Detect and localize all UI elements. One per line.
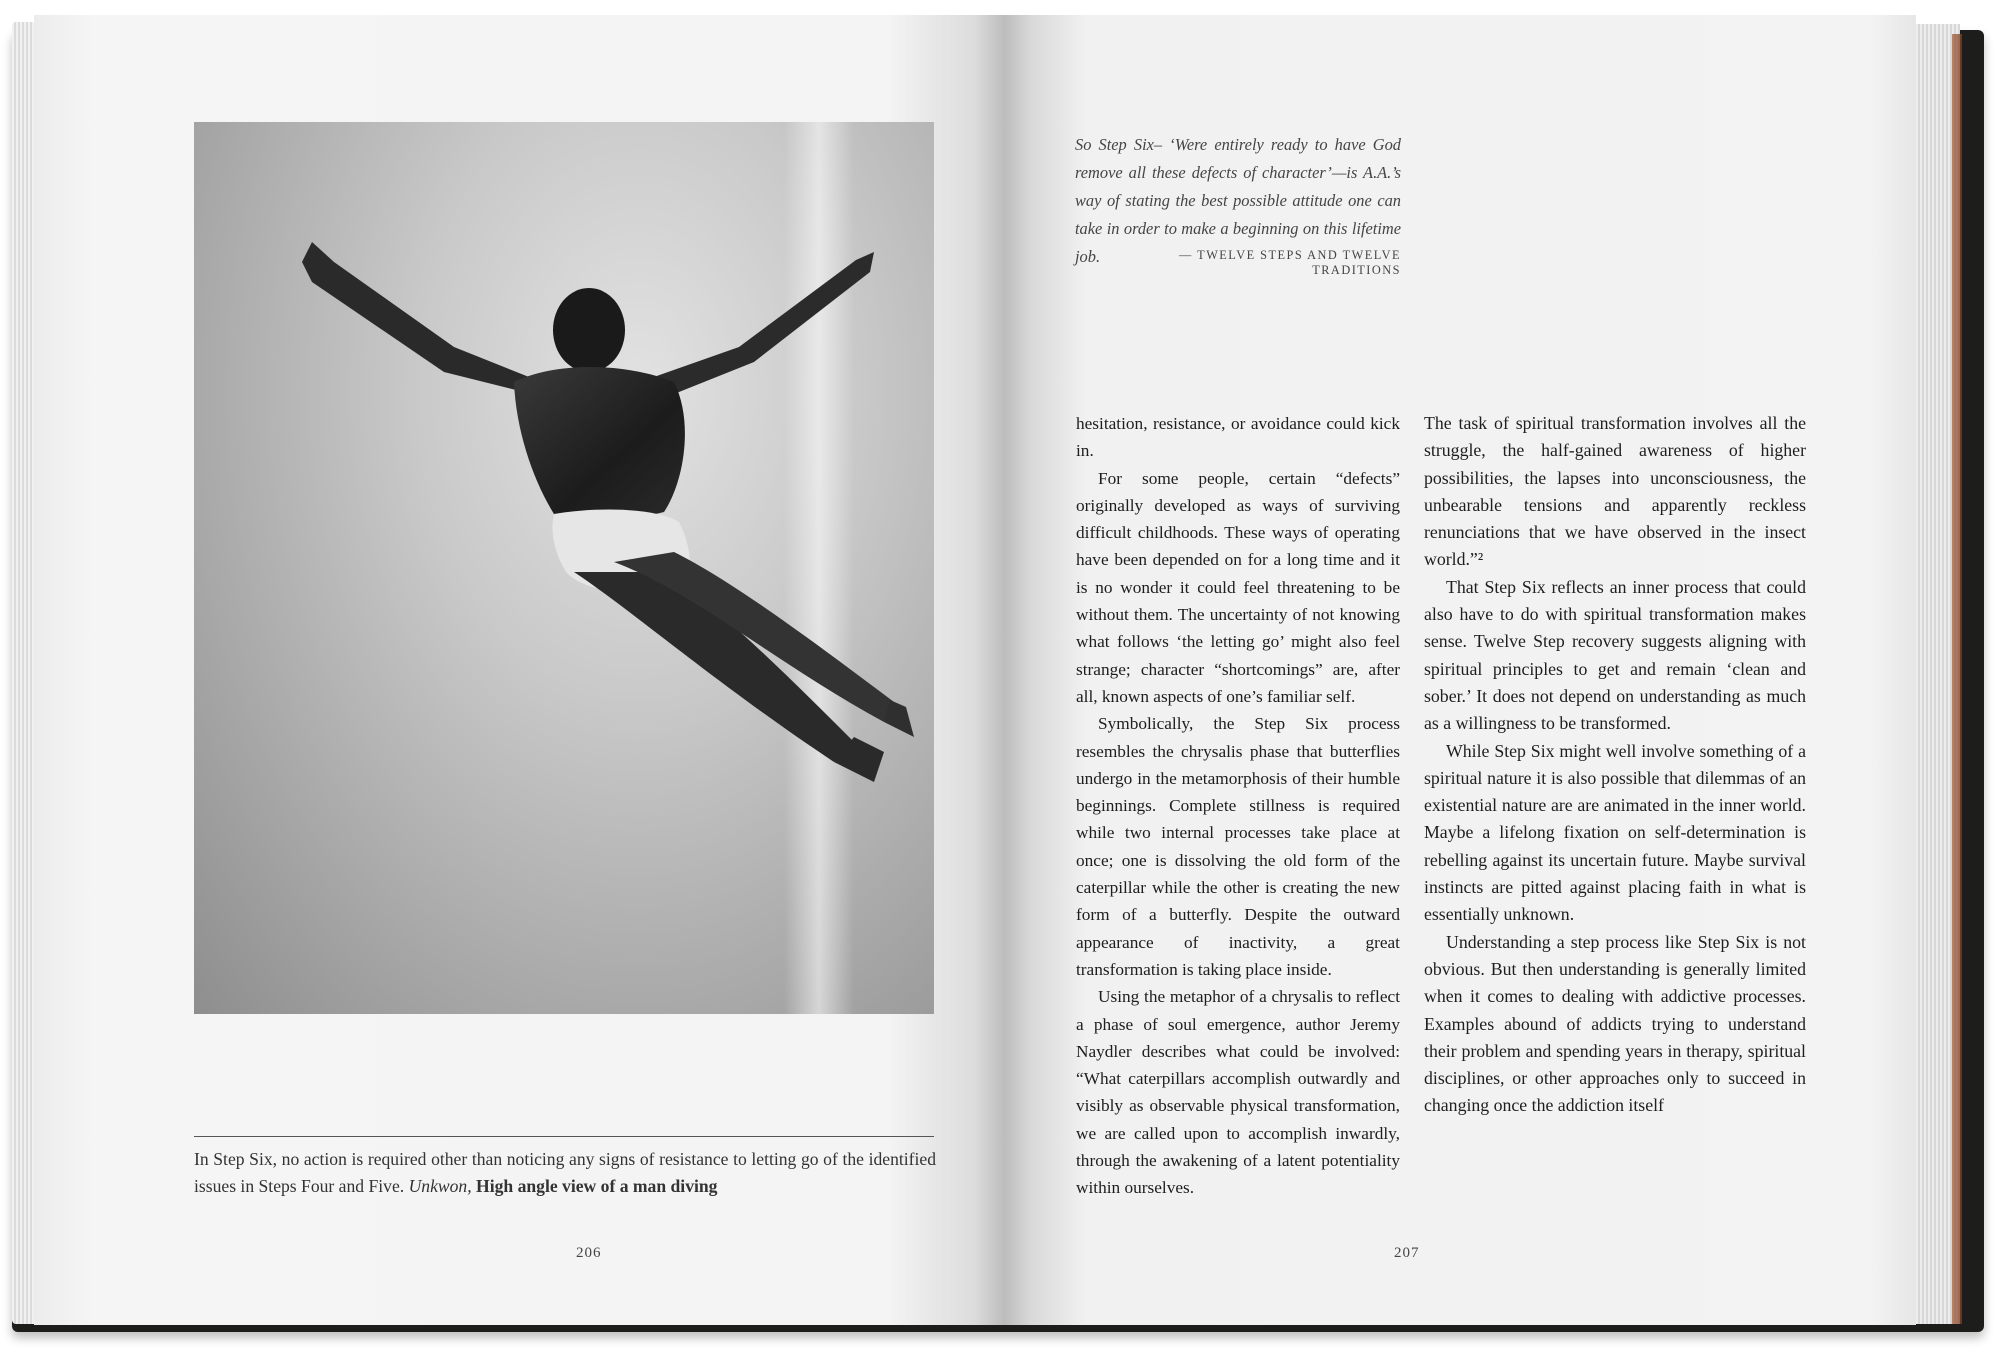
paragraph: Symbolically, the Step Six process resembles the chrysalis phase that butterflies undergo in the metamorphosis of their humble beginnings. Complete stillness is required while two internal processes take place at once; one is dissolving the old form of the caterpillar while the other is creating the new form of a butterfly. Despite the outward appearance of inactivity, a great transformation is taking place inside. (1076, 714, 1400, 979)
page-edges-left (12, 22, 34, 1324)
caption-credit-author: Unkwon, (408, 1176, 472, 1196)
paragraph: hesitation, resistance, or avoidance could kick in. (1076, 414, 1400, 461)
caption-text: In Step Six, no action is required other than noticing any signs of resistance to letting go of the identified issues in Steps Four and Five. (194, 1149, 936, 1196)
epigraph-quote: So Step Six– ‘Were entirely ready to have God remove all these defects of character’—is A.A.’s way of stating the best possible attitude one can take in order to make a beginning on this lifetime job. (1075, 135, 1401, 266)
page-number-left: 206 (576, 1245, 602, 1261)
text-column-1 (1076, 410, 1400, 1202)
caption-credit-title: High angle view of a man diving (476, 1176, 718, 1196)
epigraph-attribution: — TWELVE STEPS AND TWELVE TRADITIONS (1179, 248, 1401, 277)
caption-rule (194, 1136, 934, 1137)
paragraph: Understanding a step process like Step Six is not obvious. But then understanding is generally limited when it comes to dealing with addictive processes. Examples abound of addicts trying to understand their problem and spending years in therapy, spiritual disciplines, or other approaches only to succeed in changing once the addiction itself (1424, 931, 1806, 1116)
text-column-2 (1424, 410, 1806, 1120)
paragraph: While Step Six might well involve something of a spiritual nature it is also possible that dilemmas of an existential nature are are animated in the inner world. Maybe a lifelong fixation on self-determination is rebelling against its uncertain future. Maybe survival instincts are pitted against placing faith in what is essentially unknown. (1424, 740, 1806, 925)
page-number-right: 207 (1394, 1245, 1420, 1261)
paragraph: Using the metaphor of a chrysalis to reflect a phase of soul emergence, author Jeremy Naydler describes what could be involved: “What caterpillars accomplish outwardly and visibly as observable physical transformation, we are called upon to accomplish inwardly, through the awakening of a latent potentiality within ourselves. (1076, 987, 1400, 1198)
paragraph: The task of spiritual transformation involves all the struggle, the half-gained awareness of higher possibilities, the lapses into unconsciousness, the unbearable tensions and apparently reckless renunciations that we have observed in the insect world.”² (1424, 413, 1806, 570)
paragraph: That Step Six reflects an inner process that could also have to do with spiritual transformation makes sense. Twelve Step recovery suggests aligning with spiritual principles to get and remain ‘clean and sober.’ It does not depend on understanding as much as a willingness to be transformed. (1424, 576, 1806, 734)
diver-figure (194, 122, 934, 1014)
photo-caption (194, 1146, 936, 1200)
cover-edge-right (1952, 34, 1962, 1324)
paragraph: For some people, certain “defects” originally developed as ways of surviving difficult childhoods. These ways of operating have been depended on for a long time and it is no wonder it could feel threatening to be without them. The uncertainty of not knowing what follows ‘the letting go’ might also feel strange; character “shortcomings” are, after all, known aspects of one’s familiar self. (1076, 468, 1400, 706)
diver-photograph (194, 122, 934, 1014)
